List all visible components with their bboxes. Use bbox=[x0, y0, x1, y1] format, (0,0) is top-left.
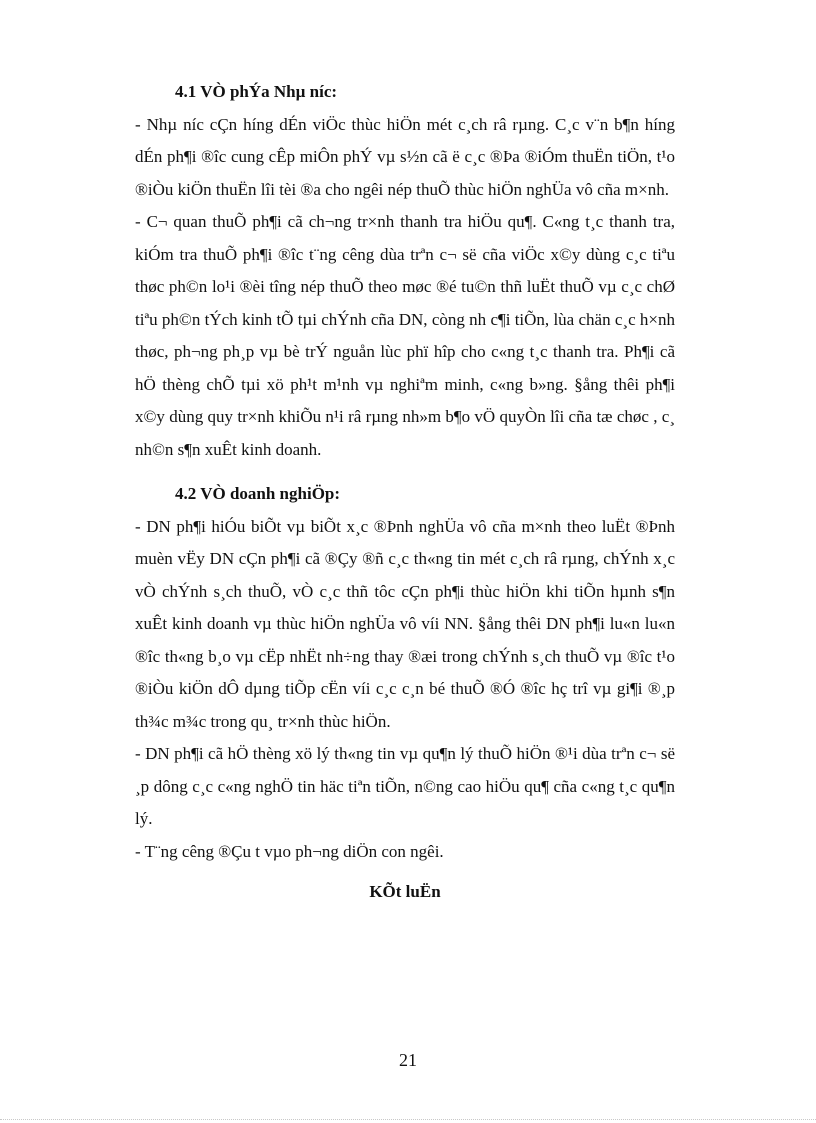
section-heading-state: 4.1 VÒ phÝa Nhµ níc: bbox=[175, 82, 338, 101]
paragraph-enterprise-systems: - DN ph¶i cã hÖ thèng xö lý th«ng tin vµ qu¶n lý thuÕ hiÖn ®¹i dùa trªn c¬ së ¸p dông c¸c c«ng nghÖ tin häc tiªn tiÕn, n©ng cao hiÖu qu¶ cña c«ng t¸c qu¶n lý. bbox=[135, 744, 675, 828]
conclusion-heading: KÕt luËn bbox=[369, 882, 441, 901]
page-bottom-divider bbox=[0, 1119, 816, 1120]
page-number: 21 bbox=[399, 1050, 417, 1070]
paragraph-state-guidance: - Nhµ níc cÇn híng dÉn viÖc thùc hiÖn mét c¸ch râ rµng. C¸c v¨n b¶n híng dÉn ph¶i ®îc cung cÊp miÔn phÝ vµ s½n cã ë c¸c ®Þa ®iÓm thuËn tiÖn, t¹o ®iÒu kiÖn thuËn lîi tèi ®a cho ngêi nép thuÕ thùc hiÖn nghÜa vô cña m×nh. bbox=[135, 114, 675, 199]
paragraph-enterprise-people: - T¨ng cêng ®Çu t vµo ph¬ng diÖn con ngêi. bbox=[135, 841, 444, 861]
paragraph-enterprise-obligations: - DN ph¶i hiÓu biÕt vµ biÕt x¸c ®Þnh nghÜa vô cña m×nh theo luËt ®Þnh muèn vËy DN cÇn ph¶i cã ®Çy ®ñ c¸c th«ng tin mét c¸ch râ rµng, chÝnh x¸c vÒ chÝnh s¸ch thuÕ, vÒ c¸c thñ tôc cÇn ph¶i thùc hiÖn khi tiÕn hµnh s¶n xuÊt kinh doanh vµ thùc hiÖn nghÜa vô víi NN. §ång thêi DN ph¶i lu«n lu«n ®îc th«ng b¸o vµ cËp nhËt nh÷ng thay ®æi trong chÝnh s¸ch thuÕ vµ ®îc t¹o ®iÒu kiÖn dÔ dµng tiÕp cËn víi c¸c c¸n bé thuÕ ®Ó ®îc hç trî vµ gi¶i ®¸p th¾c m¾c trong qu¸ tr×nh thùc hiÖn. bbox=[135, 516, 675, 731]
paragraph-tax-inspection: - C¬ quan thuÕ ph¶i cã ch¬ng tr×nh thanh tra hiÖu qu¶. C«ng t¸c thanh tra, kiÓm tra thuÕ ph¶i ®îc t¨ng cêng dùa trªn c¬ së cña viÖc x©y dùng c¸c tiªu thøc ph©n lo¹i ®èi tîng nép thuÕ theo møc ®é tu©n thñ luËt thuÕ vµ c¸c chØ tiªu ph©n tÝch kinh tÕ tµi chÝnh cña DN, còng nh c¶i tiÕn, lùa chän c¸c h×nh thøc, ph¬ng ph¸p vµ bè trÝ nguån lùc phï hîp cho c«ng t¸c thanh tra. Ph¶i cã hÖ thèng chÕ tµi xö ph¹t m¹nh vµ nghiªm minh, c«ng b»ng. §ång thêi ph¶i x©y dùng quy tr×nh khiÕu n¹i râ rµng nh»m b¶o vÖ quyÒn lîi cña tæ chøc , c¸ nh©n s¶n xuÊt kinh doanh. bbox=[135, 212, 675, 459]
section-heading-enterprise: 4.2 VÒ doanh nghiÖp: bbox=[175, 484, 341, 503]
page-content bbox=[135, 76, 675, 909]
